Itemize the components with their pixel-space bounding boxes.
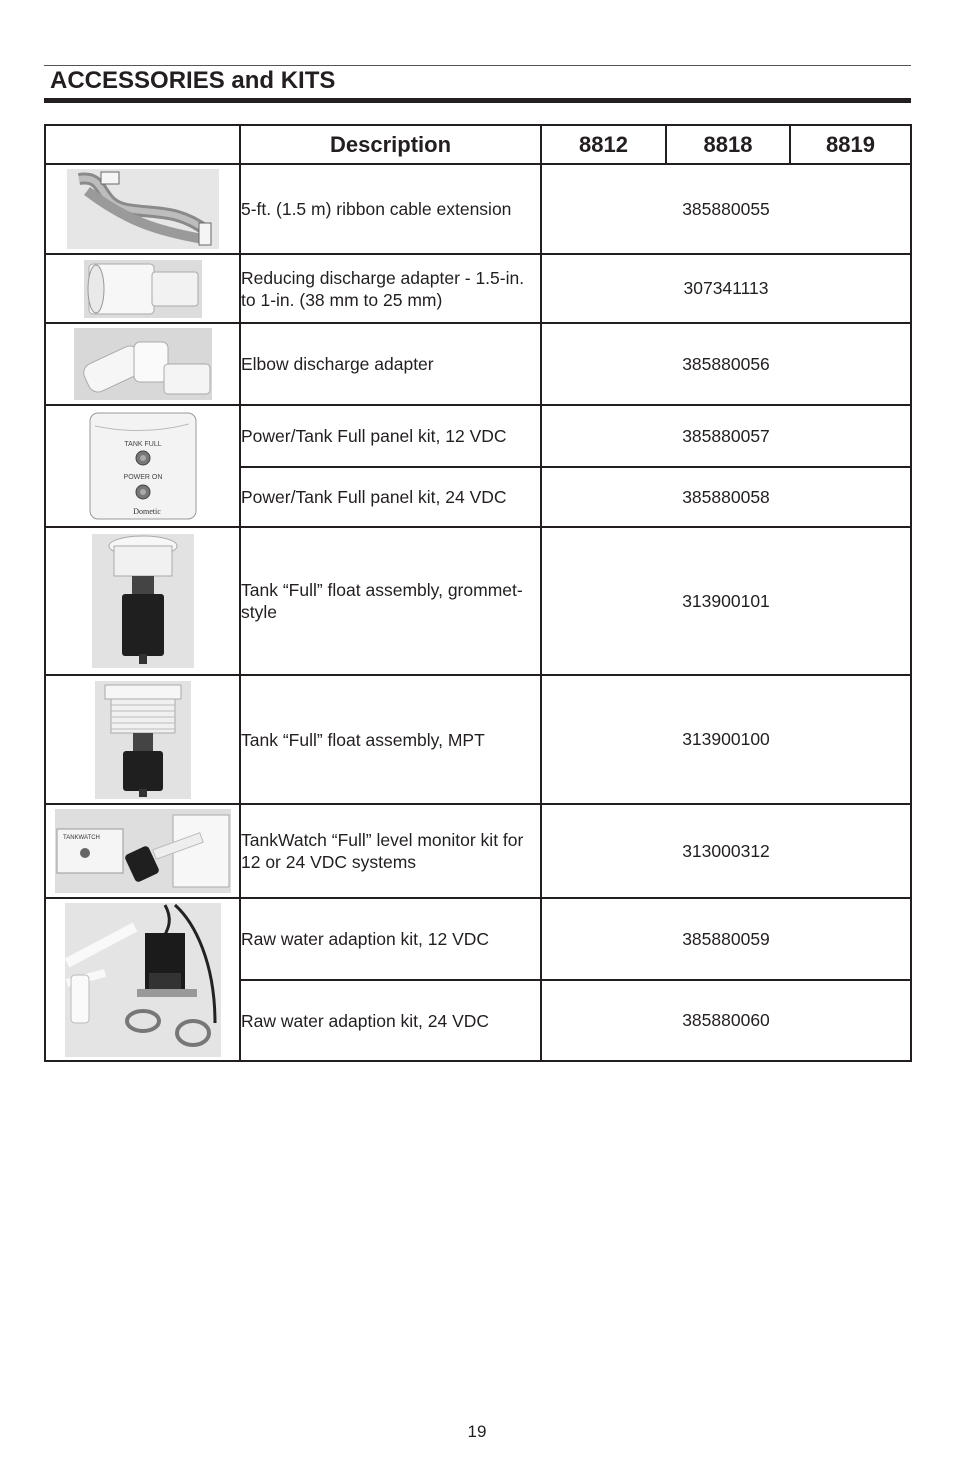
part-number-cell: 385880059 <box>541 898 911 980</box>
product-image-cell <box>45 405 240 527</box>
top-rule <box>44 65 911 66</box>
part-number-cell: 385880058 <box>541 467 911 527</box>
description-cell: TankWatch “Full” level monitor kit for 12 or 24 VDC systems <box>240 804 541 898</box>
part-number-cell: 385880056 <box>541 323 911 405</box>
float-mpt-photo <box>95 681 191 799</box>
part-number-cell: 313900100 <box>541 675 911 804</box>
part-number-cell: 385880060 <box>541 980 911 1061</box>
table-row <box>45 323 911 405</box>
part-number-cell: 313000312 <box>541 804 911 898</box>
ribbon-cable-photo <box>67 169 219 249</box>
product-image-cell <box>45 804 240 898</box>
description-cell: Tank “Full” float assembly, grommet-style <box>240 527 541 675</box>
header-model-8818: 8818 <box>666 125 790 164</box>
tankwatch-kit-photo <box>55 809 231 893</box>
tankwatch-brand-label: TANKWATCH <box>62 835 100 841</box>
elbow-adapter-photo <box>74 328 212 400</box>
header-model-8819: 8819 <box>790 125 911 164</box>
part-number-cell: 385880055 <box>541 164 911 254</box>
panel-power-on-label: POWER ON <box>123 474 162 481</box>
section-title: ACCESSORIES and KITS <box>50 67 336 94</box>
part-number-cell: 313900101 <box>541 527 911 675</box>
product-image-cell <box>45 898 240 1061</box>
table-row <box>45 804 911 898</box>
accessories-table <box>44 124 912 1062</box>
panel-brand-label: Dometic <box>132 507 161 516</box>
table-row <box>45 254 911 323</box>
product-image-cell <box>45 254 240 323</box>
table-row <box>45 527 911 675</box>
part-number-cell: 385880057 <box>541 405 911 467</box>
header-image-column <box>45 125 240 164</box>
table-row <box>45 675 911 804</box>
header-model-8812: 8812 <box>541 125 666 164</box>
product-image-cell <box>45 164 240 254</box>
description-cell: Reducing discharge adapter - 1.5-in. to 1-in. (38 mm to 25 mm) <box>240 254 541 323</box>
description-cell: Power/Tank Full panel kit, 12 VDC <box>240 405 541 467</box>
table-header-row <box>45 125 911 164</box>
description-cell: Tank “Full” float assembly, MPT <box>240 675 541 804</box>
title-underline-bar <box>44 98 911 103</box>
panel-kit-photo <box>89 412 197 520</box>
part-number-cell: 307341113 <box>541 254 911 323</box>
float-grommet-photo <box>92 534 194 668</box>
product-image-cell <box>45 675 240 804</box>
table-row <box>45 405 911 467</box>
page-number: 19 <box>467 1422 487 1441</box>
reducing-adapter-photo <box>84 260 202 318</box>
product-image-cell <box>45 527 240 675</box>
description-cell: Elbow discharge adapter <box>240 323 541 405</box>
table-row <box>45 898 911 980</box>
panel-tank-full-label: TANK FULL <box>123 441 162 448</box>
description-cell: 5-ft. (1.5 m) ribbon cable extension <box>240 164 541 254</box>
description-cell: Power/Tank Full panel kit, 24 VDC <box>240 467 541 527</box>
description-cell: Raw water adaption kit, 12 VDC <box>240 898 541 980</box>
raw-water-kit-photo <box>65 903 221 1057</box>
description-cell: Raw water adaption kit, 24 VDC <box>240 980 541 1061</box>
header-description: Description <box>240 125 541 164</box>
product-image-cell <box>45 323 240 405</box>
table-row <box>45 164 911 254</box>
